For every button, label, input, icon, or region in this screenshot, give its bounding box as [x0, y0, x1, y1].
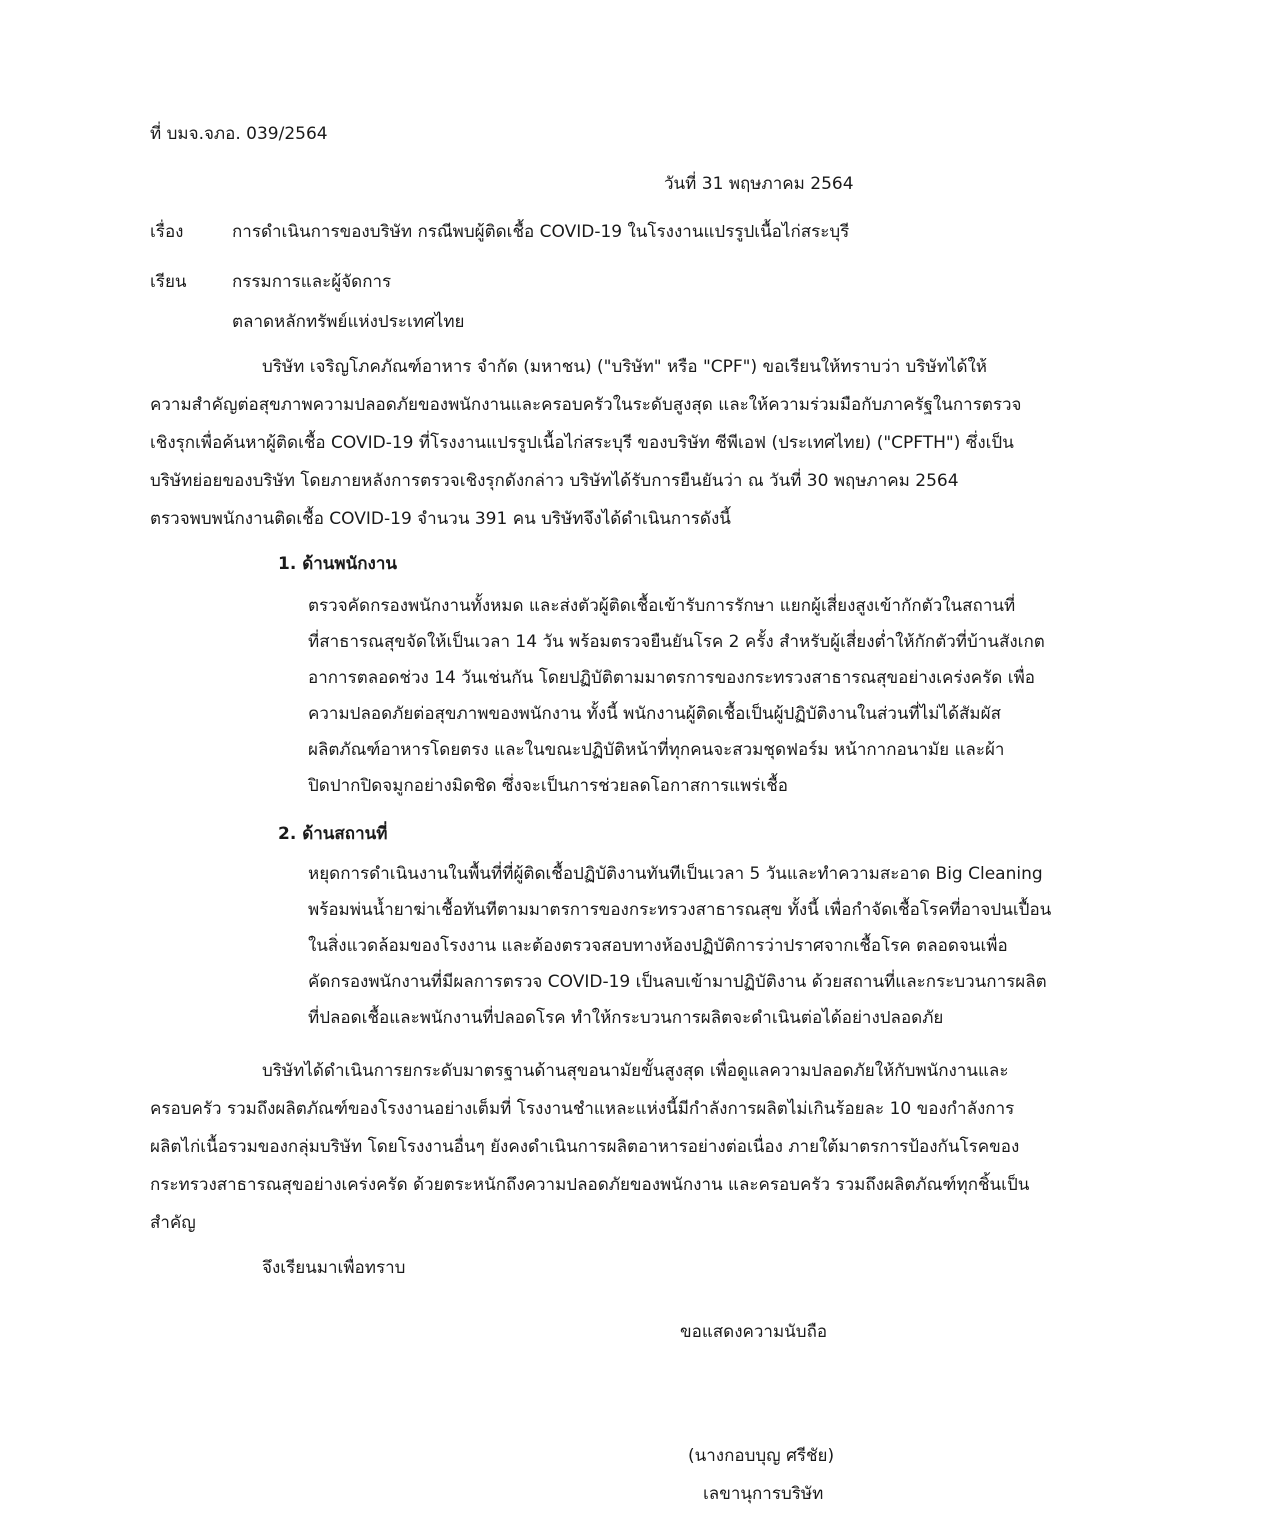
conclusion-paragraph	[150, 1052, 1146, 1242]
section-heading-premises: 2. ด้านสถานที่	[278, 824, 388, 844]
subject-text: การดำเนินการของบริษัท กรณีพบผู้ติดเชื้อ COVID-19 ในโรงงานแปรรูปเนื้อไก่สระบุรี	[232, 222, 850, 242]
intro-line: เชิงรุกเพื่อค้นหาผู้ติดเชื้อ COVID-19 ที่โรงงานแปรรูปเนื้อไก่สระบุรี ของบริษัท ซีพีเอฟ (ประเทศไทย) ("CPFTH") ซึ่งเป็น	[150, 433, 1014, 453]
subject-label: เรื่อง	[150, 222, 184, 242]
addressee-line-1: กรรมการและผู้จัดการ	[232, 272, 392, 292]
section-line: อาการตลอดช่วง 14 วันเช่นกัน โดยปฏิบัติตามมาตรการของกระทรวงสาธารณสุขอย่างเคร่งครัด เพื่อ	[308, 668, 1035, 688]
signer-position: เลขานุการบริษัท	[703, 1484, 824, 1504]
intro-line: บริษัทย่อยของบริษัท โดยภายหลังการตรวจเชิงรุกดังกล่าว บริษัทได้รับการยืนยันว่า ณ วันที่ 30 พฤษภาคม 2564	[150, 471, 959, 491]
intro-line: บริษัท เจริญโภคภัณฑ์อาหาร จำกัด (มหาชน) ("บริษัท" หรือ "CPF") ขอเรียนให้ทราบว่า บริษัทได้ให้	[262, 357, 987, 377]
section-line: ผลิตภัณฑ์อาหารโดยตรง และในขณะปฏิบัติหน้าที่ทุกคนจะสวมชุดฟอร์ม หน้ากากอนามัย และผ้า	[308, 740, 1005, 760]
conclusion-line: บริษัทได้ดำเนินการยกระดับมาตรฐานด้านสุขอนามัยขั้นสูงสุด เพื่อดูแลความปลอดภัยให้กับพนักงานและ	[262, 1061, 1009, 1081]
section-line: ความปลอดภัยต่อสุขภาพของพนักงาน ทั้งนี้ พนักงานผู้ติดเชื้อเป็นผู้ปฏิบัติงานในส่วนที่ไม่ได้สัมผัส	[308, 704, 1001, 724]
conclusion-line: กระทรวงสาธารณสุขอย่างเคร่งครัด ด้วยตระหนักถึงความปลอดภัยของพนักงาน และครอบครัว รวมถึงผลิตภัณฑ์ทุกชิ้นเป็น	[150, 1175, 1030, 1195]
section-line: ตรวจคัดกรองพนักงานทั้งหมด และส่งตัวผู้ติดเชื้อเข้ารับการรักษา แยกผู้เสี่ยงสูงเข้ากักตัวในสถานที่	[308, 596, 1016, 616]
closing-text: จึงเรียนมาเพื่อทราบ	[262, 1258, 406, 1278]
section-line: ปิดปากปิดจมูกอย่างมิดชิด ซึ่งจะเป็นการช่วยลดโอกาสการแพร่เชื้อ	[308, 776, 789, 796]
conclusion-line: ผลิตไก่เนื้อรวมของกลุ่มบริษัท โดยโรงงานอื่นๆ ยังคงดำเนินการผลิตอาหารอย่างต่อเนื่อง ภายใต้มาตรการป้องกันโรคของ	[150, 1137, 1020, 1157]
regards-text: ขอแสดงความนับถือ	[680, 1322, 828, 1342]
section-line: หยุดการดำเนินงานในพื้นที่ที่ผู้ติดเชื้อปฏิบัติงานทันทีเป็นเวลา 5 วันและทำความสะอาด Big Cleaning	[308, 864, 1043, 884]
section-body-premises	[308, 856, 1146, 1036]
conclusion-line: สำคัญ	[150, 1213, 196, 1233]
section-heading-employees: 1. ด้านพนักงาน	[278, 554, 397, 574]
section-line: ที่ปลอดเชื้อและพนักงานที่ปลอดโรค ทำให้กระบวนการผลิตจะดำเนินต่อได้อย่างปลอดภัย	[308, 1008, 944, 1028]
section-line: พร้อมพ่นน้ำยาฆ่าเชื้อทันทีตามมาตรการของกระทรวงสาธารณสุข ทั้งนี้ เพื่อกำจัดเชื้อโรคที่อาจปนเปื้อน	[308, 900, 1052, 920]
addressee-line-2: ตลาดหลักทรัพย์แห่งประเทศไทย	[232, 312, 465, 332]
conclusion-line: ครอบครัว รวมถึงผลิตภัณฑ์ของโรงงานอย่างเต็มที่ โรงงานชำแหละแห่งนี้มีกำลังการผลิตไม่เกินร้อยละ 10 ของกำลังการ	[150, 1099, 1015, 1119]
intro-line: ตรวจพบพนักงานติดเชื้อ COVID-19 จำนวน 391 คน บริษัทจึงได้ดำเนินการดังนี้	[150, 509, 731, 529]
intro-paragraph	[150, 348, 1146, 538]
addressee-label: เรียน	[150, 272, 187, 292]
section-line: ที่สาธารณสุขจัดให้เป็นเวลา 14 วัน พร้อมตรวจยืนยันโรค 2 ครั้ง สำหรับผู้เสี่ยงต่ำให้กักตัวที่บ้านสังเกต	[308, 632, 1045, 652]
letter-date: วันที่ 31 พฤษภาคม 2564	[664, 174, 854, 194]
signer-name: (นางกอบบุญ ศรีชัย)	[688, 1446, 835, 1466]
section-line: คัดกรองพนักงานที่มีผลการตรวจ COVID-19 เป็นลบเข้ามาปฏิบัติงาน ด้วยสถานที่และกระบวนการผลิต	[308, 972, 1047, 992]
reference-number: ที่ บมจ.จภอ. 039/2564	[150, 124, 328, 144]
section-line: ในสิ่งแวดล้อมของโรงงาน และต้องตรวจสอบทางห้องปฏิบัติการว่าปราศจากเชื้อโรค ตลอดจนเพื่อ	[308, 936, 1008, 956]
intro-line: ความสำคัญต่อสุขภาพความปลอดภัยของพนักงานและครอบครัวในระดับสูงสุด และให้ความร่วมมือกับภาครัฐในการตรวจ	[150, 395, 1022, 415]
section-body-employees	[308, 588, 1146, 804]
